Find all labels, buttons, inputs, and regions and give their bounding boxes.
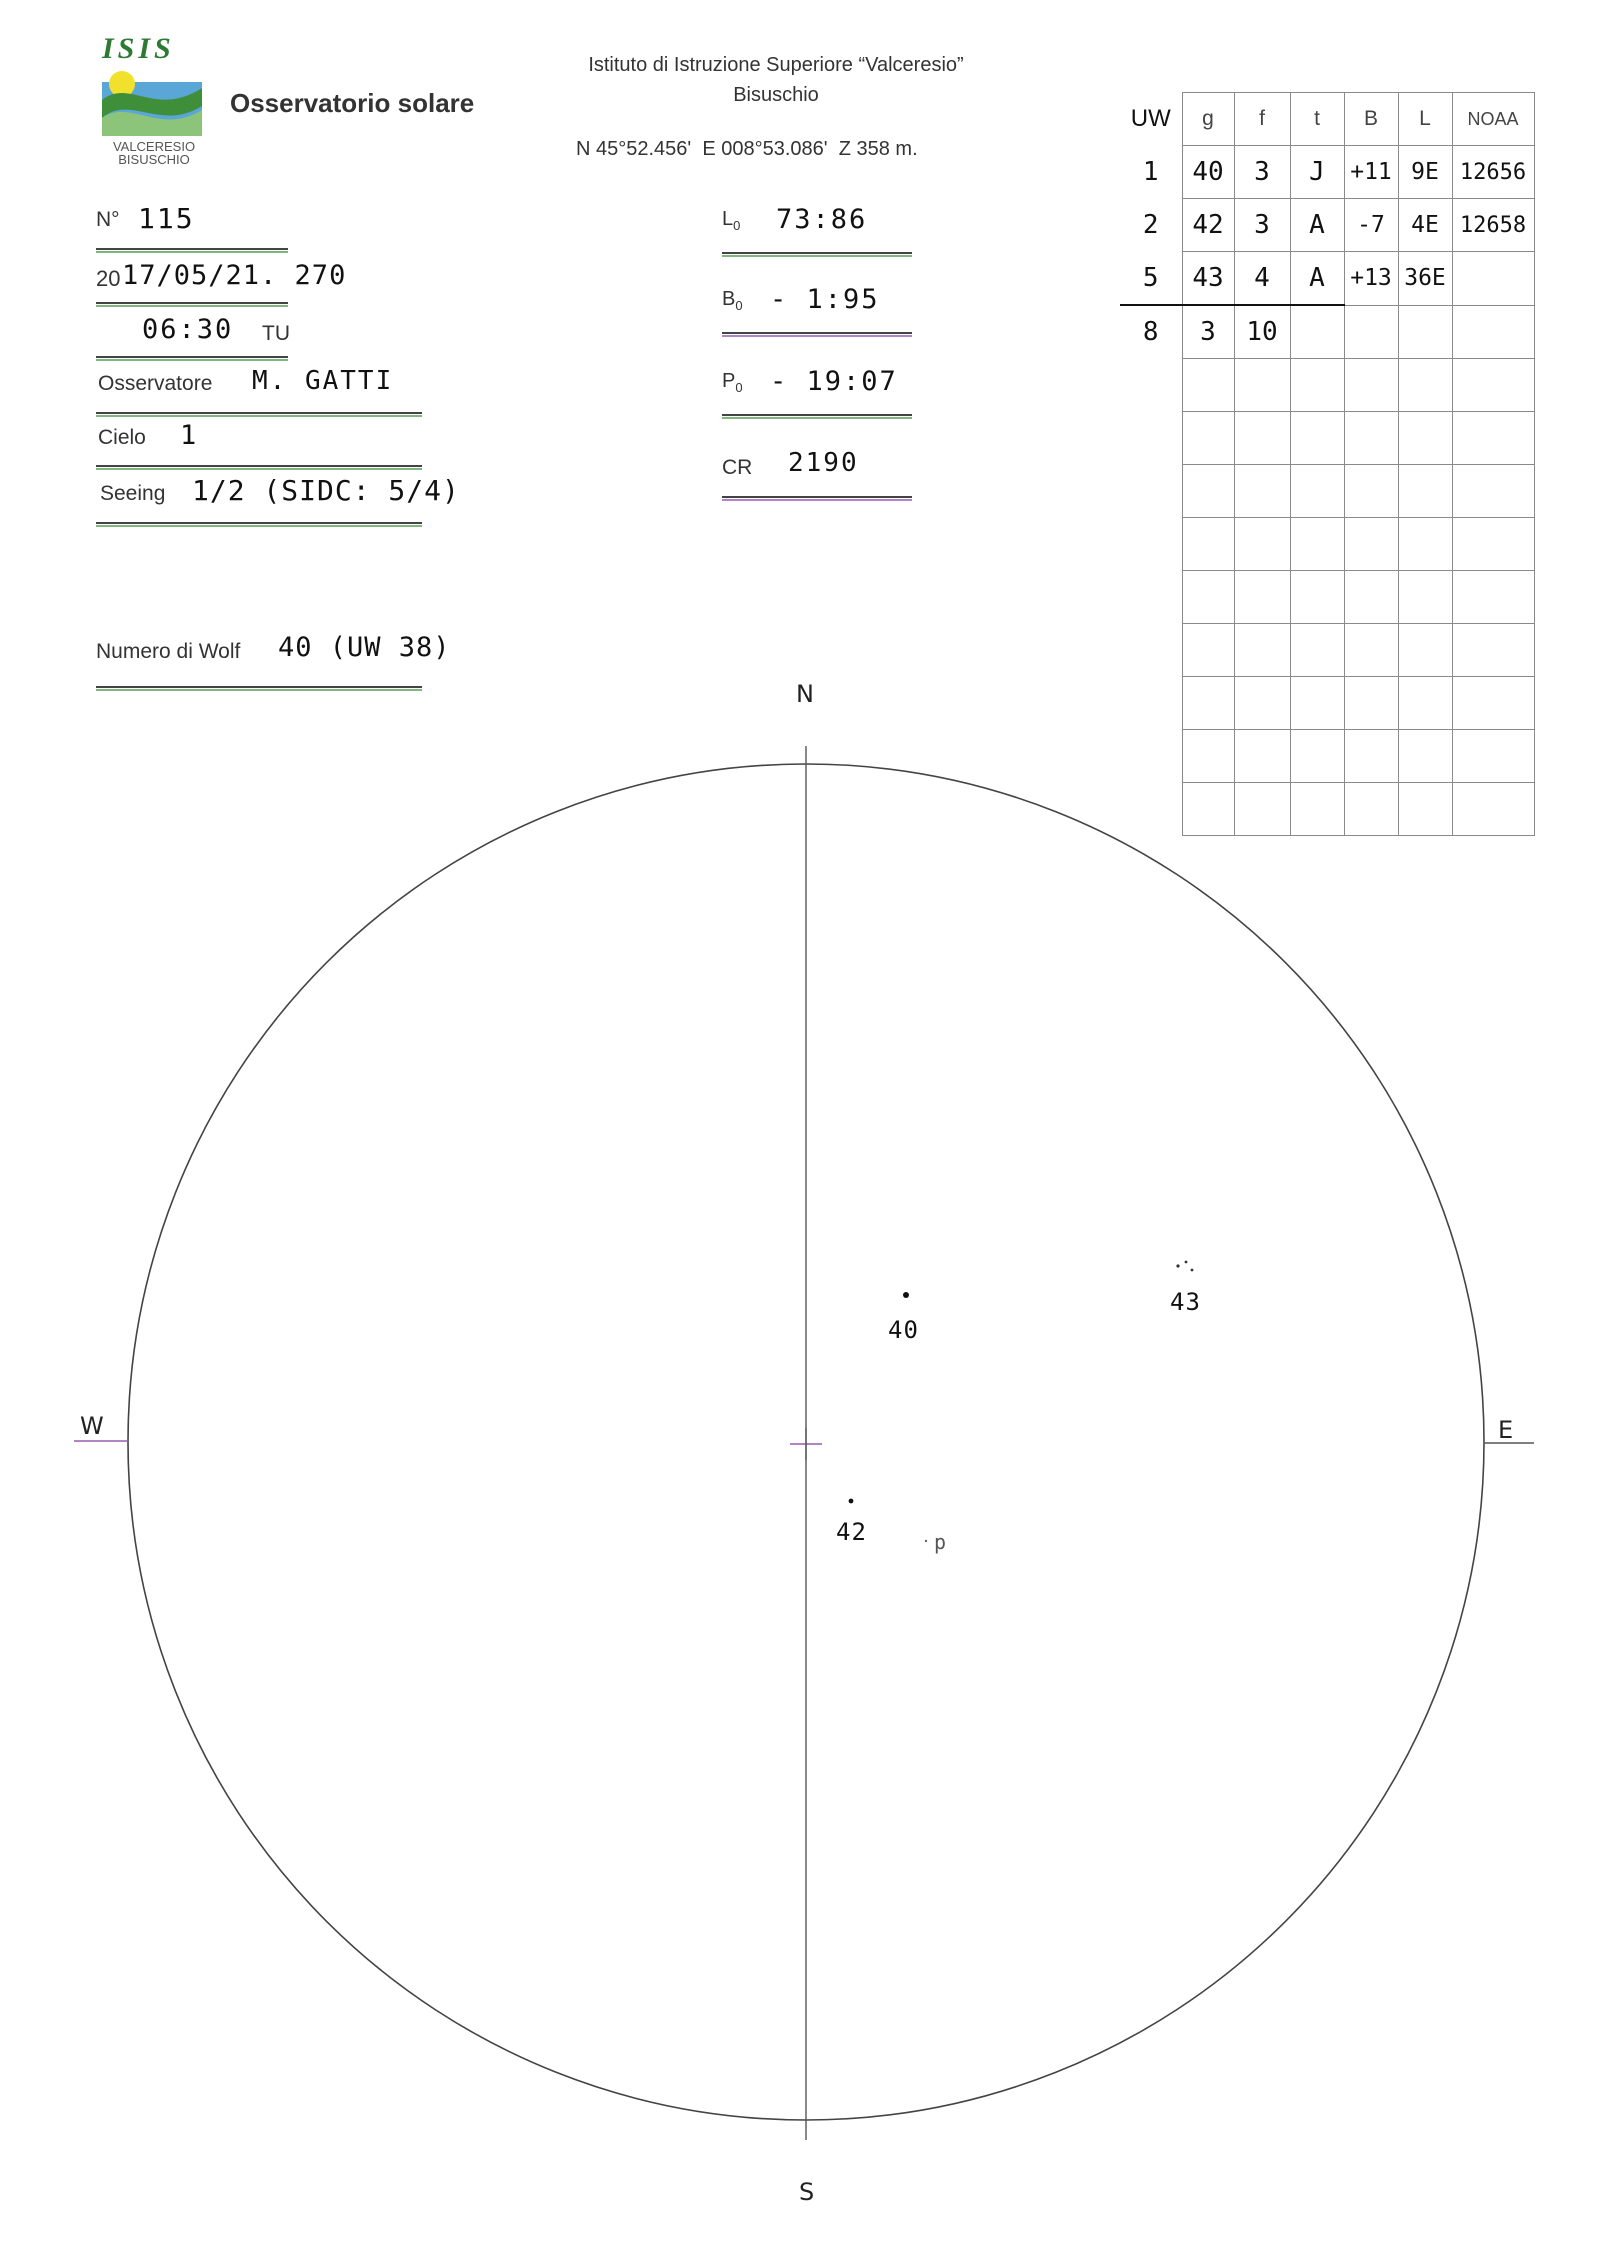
logo-subtitle-1: VALCERESIO — [112, 139, 196, 154]
row-uw: 1 — [1120, 146, 1182, 199]
row-noaa — [1452, 252, 1534, 306]
table-cell — [1452, 412, 1534, 465]
table-cell — [1120, 518, 1182, 571]
row-g: 42 — [1182, 199, 1234, 252]
table-cell — [1120, 412, 1182, 465]
table-cell — [1344, 305, 1398, 359]
sunspot-group-label: 40 — [888, 1316, 919, 1344]
l0-value: 73:86 — [776, 204, 868, 235]
header-g: g — [1182, 93, 1234, 146]
sky-underline — [96, 465, 422, 467]
row-l: 36E — [1398, 252, 1452, 306]
table-cell — [1452, 571, 1534, 624]
table-cell — [1398, 571, 1452, 624]
seeing-underline — [96, 522, 422, 524]
table-cell — [1182, 730, 1234, 783]
table-cell — [1234, 518, 1290, 571]
total-uw: 8 — [1120, 305, 1182, 359]
logo-text: ISIS — [102, 32, 175, 65]
sunspot-group-label: 42 — [836, 1518, 867, 1546]
p0-underline — [722, 414, 912, 416]
row-f: 4 — [1234, 252, 1290, 306]
seeing-value: 1/2 (SIDC: 5/4) — [192, 474, 460, 507]
logo — [98, 32, 210, 167]
east-label: E — [1498, 1416, 1514, 1444]
table-cell — [1398, 624, 1452, 677]
row-uw: 2 — [1120, 199, 1182, 252]
table-cell — [1398, 465, 1452, 518]
time-value: 06:30 — [142, 314, 234, 345]
header-f: f — [1234, 93, 1290, 146]
logo-subtitle-2: BISUSCHIO — [118, 152, 190, 167]
row-f: 3 — [1234, 146, 1290, 199]
table-cell — [1234, 783, 1290, 836]
sunspot-group-40-dot — [903, 1292, 909, 1298]
table-cell — [1120, 571, 1182, 624]
table-cell — [1182, 571, 1234, 624]
table-cell — [1452, 518, 1534, 571]
sunspot-group-43-dot-3 — [1191, 1269, 1194, 1272]
cr-label: CR — [722, 456, 753, 479]
table-cell — [1120, 465, 1182, 518]
number-underline — [96, 248, 288, 250]
table-cell — [1290, 305, 1344, 359]
observer-value: M. GATTI — [252, 366, 394, 396]
number-label: N° — [96, 208, 120, 231]
row-b: +11 — [1344, 146, 1398, 199]
table-cell — [1452, 730, 1534, 783]
table-cell — [1120, 783, 1182, 836]
institute-name: Istituto di Istruzione Superiore “Valceresio” — [588, 54, 964, 76]
table-row-empty — [1120, 359, 1534, 412]
observatory-coordinates: N 45°52.456' E 008°53.086' Z 358 m. — [576, 138, 918, 160]
sunspot-group-42-dot — [849, 1499, 854, 1504]
table-cell — [1452, 465, 1534, 518]
date-prefix: 20 — [96, 266, 121, 291]
p0-label: $P_0$ — [722, 370, 743, 395]
table-cell — [1398, 518, 1452, 571]
sky-value: 1 — [180, 420, 199, 451]
table-cell — [1344, 465, 1398, 518]
row-uw: 5 — [1120, 252, 1182, 306]
table-cell — [1344, 571, 1398, 624]
table-cell — [1452, 624, 1534, 677]
date-value: 17/05/21. 270 — [122, 260, 347, 291]
table-cell — [1182, 359, 1234, 412]
table-cell — [1398, 305, 1452, 359]
l0-label: $L_0$ — [722, 208, 741, 233]
table-cell — [1344, 677, 1398, 730]
logo-graphic-icon — [100, 58, 204, 138]
row-l: 9E — [1398, 146, 1452, 199]
table-cell — [1398, 677, 1452, 730]
header-t: t — [1290, 93, 1344, 146]
row-t: A — [1290, 199, 1344, 252]
observer-label: Osservatore — [98, 372, 213, 395]
solar-disk-outline — [128, 764, 1484, 2120]
table-cell — [1234, 412, 1290, 465]
cr-value: 2190 — [788, 448, 859, 478]
plage-label: p — [934, 1530, 949, 1554]
table-cell — [1398, 730, 1452, 783]
institute-town: Bisuschio — [733, 84, 819, 106]
plage-dot — [925, 1540, 927, 1542]
table-cell — [1452, 677, 1534, 730]
table-cell — [1344, 359, 1398, 412]
table-cell — [1344, 412, 1398, 465]
table-cell — [1290, 624, 1344, 677]
table-cell — [1290, 783, 1344, 836]
observatory-title: Osservatorio solare — [230, 88, 475, 118]
sunspot-group-label: 43 — [1170, 1288, 1201, 1316]
seeing-label: Seeing — [100, 482, 166, 505]
table-cell — [1398, 783, 1452, 836]
l0-underline — [722, 252, 912, 254]
west-label: W — [80, 1412, 104, 1440]
table-cell — [1120, 359, 1182, 412]
table-empty-rows — [1120, 359, 1534, 836]
row-g: 40 — [1182, 146, 1234, 199]
table-row — [1120, 199, 1534, 252]
table-cell — [1234, 677, 1290, 730]
table-cell — [1344, 783, 1398, 836]
table-cell — [1344, 518, 1398, 571]
north-label: N — [796, 680, 814, 708]
b0-value: - 1:95 — [770, 284, 880, 315]
header-uw: UW — [1120, 93, 1182, 146]
header-l: L — [1398, 93, 1452, 146]
sunspot-group-43-dot-1 — [1176, 1264, 1179, 1267]
table-cell — [1398, 359, 1452, 412]
wolf-number-value: 40 (UW 38) — [278, 632, 451, 663]
table-cell — [1120, 677, 1182, 730]
observer-underline — [96, 412, 422, 414]
table-row-empty — [1120, 730, 1534, 783]
date-underline — [96, 302, 288, 304]
table-row-empty — [1120, 465, 1534, 518]
table-cell — [1182, 465, 1234, 518]
table-cell — [1234, 359, 1290, 412]
total-f: 10 — [1234, 305, 1290, 359]
table-cell — [1120, 624, 1182, 677]
table-cell — [1234, 465, 1290, 518]
row-g: 43 — [1182, 252, 1234, 306]
table-cell — [1182, 783, 1234, 836]
table-cell — [1290, 465, 1344, 518]
row-b: -7 — [1344, 199, 1398, 252]
table-cell — [1234, 571, 1290, 624]
b0-label: $B_0$ — [722, 288, 743, 313]
table-cell — [1182, 624, 1234, 677]
table-cell — [1120, 730, 1182, 783]
sky-label: Cielo — [98, 426, 146, 449]
sunspot-group-43-dot-2 — [1185, 1261, 1188, 1264]
total-g: 3 — [1182, 305, 1234, 359]
table-cell — [1290, 730, 1344, 783]
table-cell — [1182, 677, 1234, 730]
table-row-empty — [1120, 624, 1534, 677]
table-cell — [1182, 518, 1234, 571]
table-cell — [1290, 359, 1344, 412]
table-cell — [1234, 730, 1290, 783]
wolf-number-underline — [96, 686, 422, 688]
number-value: 115 — [138, 202, 195, 235]
header-b: B — [1344, 93, 1398, 146]
table-row-empty — [1120, 571, 1534, 624]
wolf-number-label: Numero di Wolf — [96, 640, 241, 663]
row-t: A — [1290, 252, 1344, 306]
time-unit: TU — [262, 322, 290, 345]
row-noaa: 12658 — [1452, 199, 1534, 252]
group-table — [1120, 92, 1535, 836]
table-row — [1120, 252, 1534, 306]
p0-value: - 19:07 — [770, 366, 898, 397]
table-cell — [1182, 412, 1234, 465]
b0-underline — [722, 332, 912, 334]
table-cell — [1452, 783, 1534, 836]
row-noaa: 12656 — [1452, 146, 1534, 199]
table-cell — [1398, 412, 1452, 465]
header-noaa: NOAA — [1452, 93, 1534, 146]
row-f: 3 — [1234, 199, 1290, 252]
table-row-empty — [1120, 783, 1534, 836]
table-cell — [1234, 624, 1290, 677]
table-cell — [1452, 359, 1534, 412]
table-cell — [1290, 677, 1344, 730]
table-row-empty — [1120, 412, 1534, 465]
table-cell — [1290, 518, 1344, 571]
table-cell — [1290, 412, 1344, 465]
table-cell — [1344, 624, 1398, 677]
row-l: 4E — [1398, 199, 1452, 252]
table-header-row — [1120, 93, 1534, 146]
table-cell — [1344, 730, 1398, 783]
time-underline — [96, 356, 288, 358]
table-row — [1120, 146, 1534, 199]
table-row-empty — [1120, 518, 1534, 571]
table-cell — [1452, 305, 1534, 359]
table-row-empty — [1120, 677, 1534, 730]
row-b: +13 — [1344, 252, 1398, 306]
table-totals-row — [1120, 305, 1534, 359]
cr-underline — [722, 496, 912, 498]
south-label: S — [799, 2178, 815, 2206]
row-t: J — [1290, 146, 1344, 199]
table-cell — [1290, 571, 1344, 624]
